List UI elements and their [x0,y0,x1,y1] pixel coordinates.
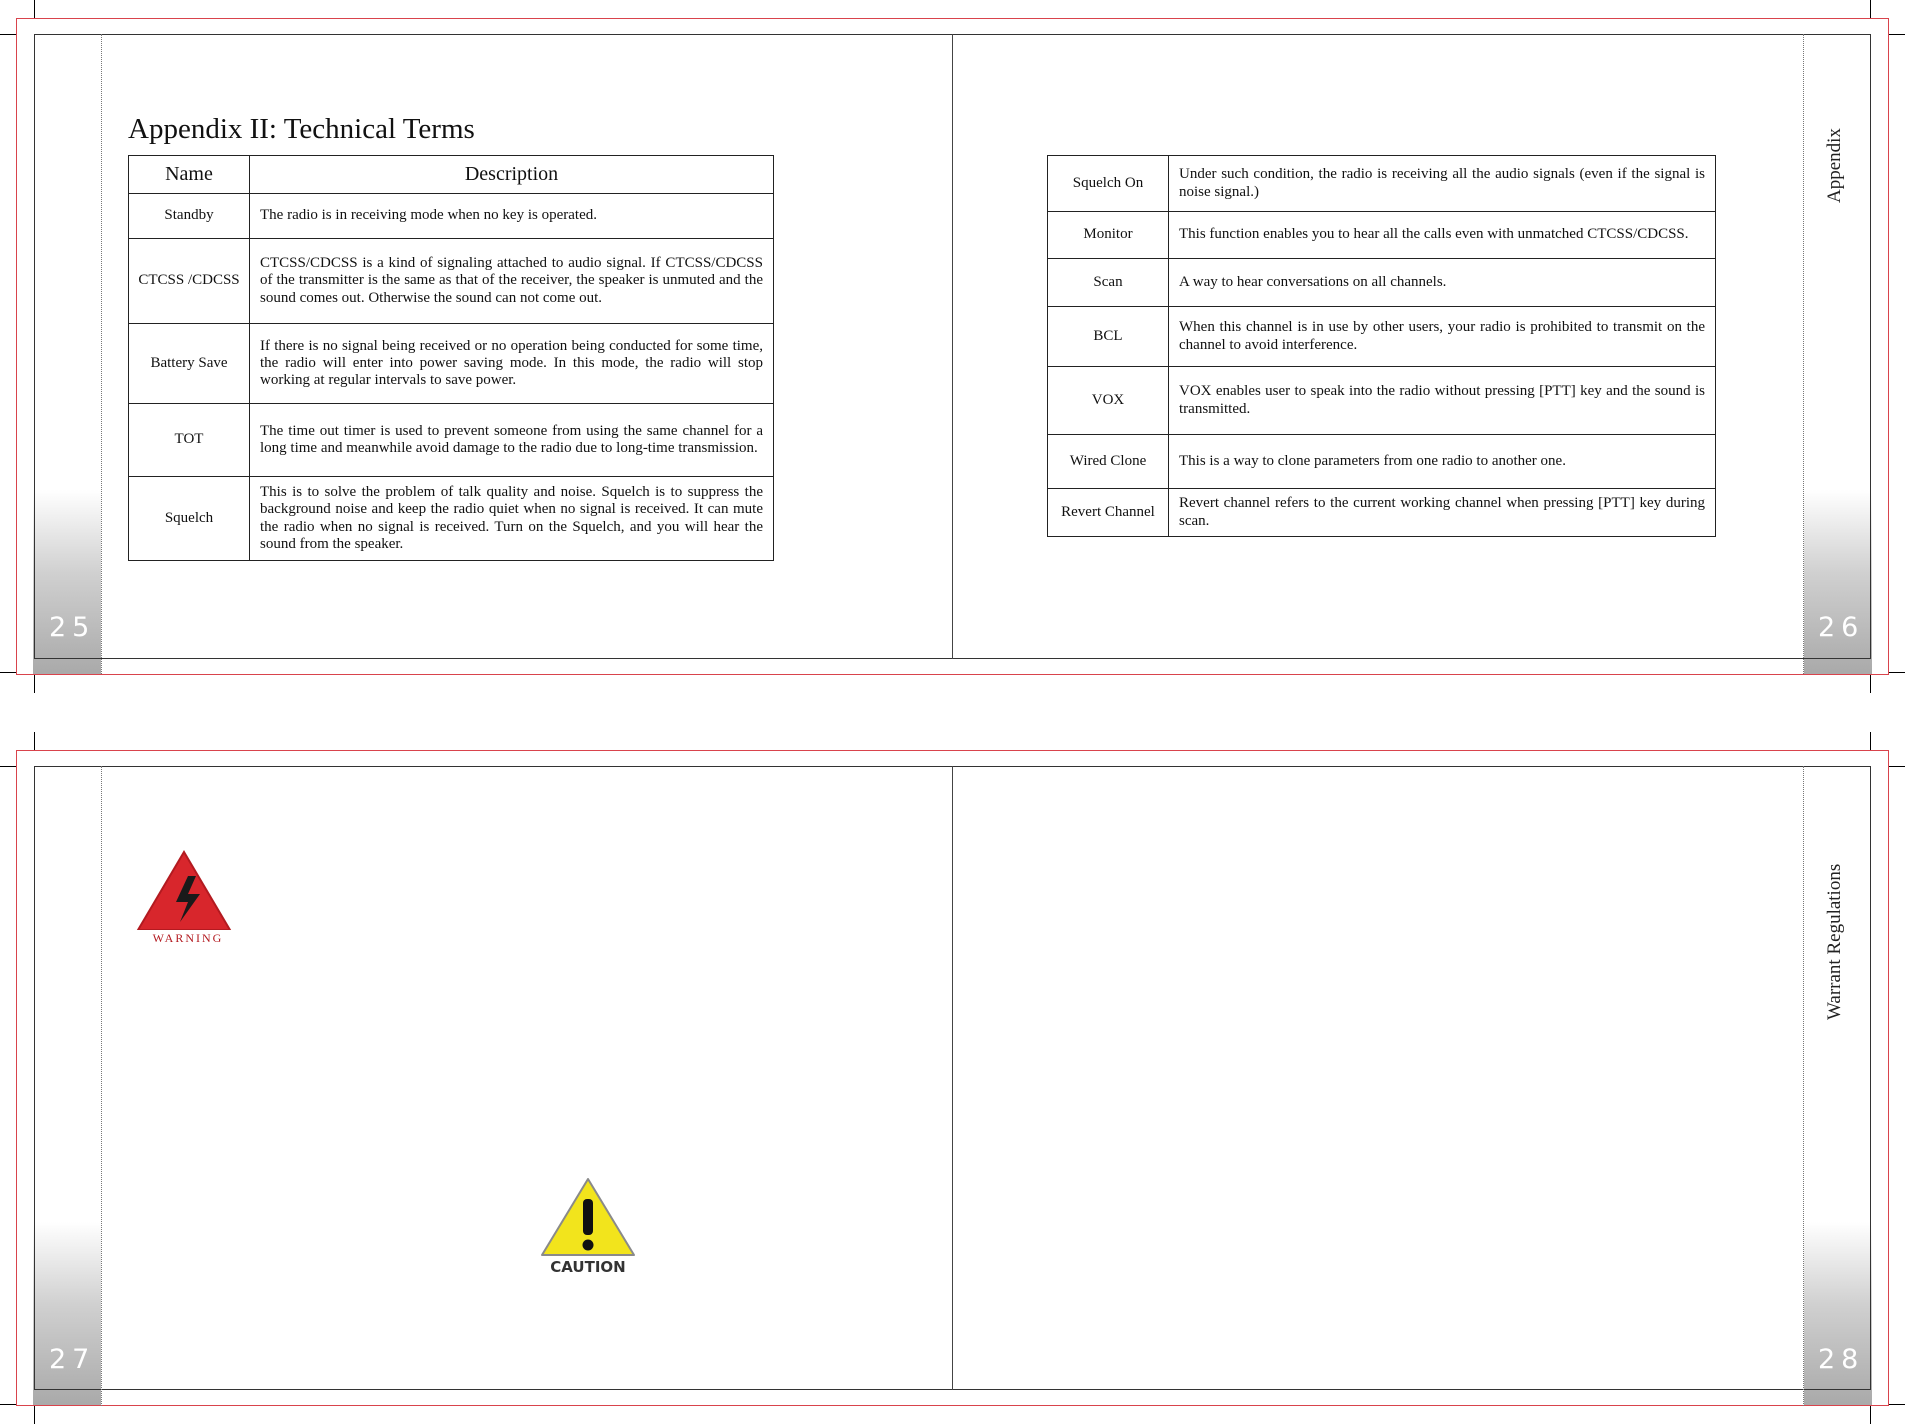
technical-terms-table-continued [1047,155,1716,537]
term-description: CTCSS/CDCSS is a kind of signaling attached to audio signal. If CTCSS/CDCSS of the transmitter is the same as that of the receiver, the speaker is unmuted and the sound comes out. Otherwise the sound can not come out. [250,239,774,324]
crop-mark [1870,732,1871,750]
term-name: Scan [1048,259,1169,307]
crop-mark [1889,766,1905,767]
term-name: Monitor [1048,212,1169,259]
term-description: Under such condition, the radio is receiving all the audio signals (even if the signal is noise signal.) [1169,156,1716,212]
crop-mark [0,672,16,673]
term-description: This is a way to clone parameters from one radio to another one. [1169,435,1716,489]
warning-icon [134,848,242,944]
term-name: BCL [1048,307,1169,367]
table-row [1048,307,1716,367]
table-row [129,239,774,324]
term-name: VOX [1048,367,1169,435]
term-name: Squelch [129,477,250,561]
table-row [129,477,774,561]
table-row [1048,489,1716,537]
technical-terms-table [128,155,774,561]
column-header-name: Name [129,156,250,194]
margin-guide [1803,34,1804,674]
crop-mark [1889,1404,1905,1405]
term-description: A way to hear conversations on all channels. [1169,259,1716,307]
table-row [129,194,774,239]
spine-line [952,34,953,659]
term-name: Squelch On [1048,156,1169,212]
page-number: 27 [49,1344,96,1375]
crop-mark [0,766,16,767]
side-section-label: Appendix [1824,128,1845,203]
caution-icon [538,1175,638,1277]
crop-mark [1889,34,1905,35]
margin-guide [1803,766,1804,1406]
page-number: 25 [49,612,96,643]
spine-line [952,766,953,1390]
crop-mark [34,732,35,750]
crop-mark [1889,672,1905,673]
term-description: VOX enables user to speak into the radio without pressing [PTT] key and the sound is transmitted. [1169,367,1716,435]
crop-mark [34,1406,35,1424]
term-description: This function enables you to hear all the calls even with unmatched CTCSS/CDCSS. [1169,212,1716,259]
caution-icon-label: CAUTION [550,1258,626,1276]
warning-icon-label: WARNING [152,931,224,944]
crop-mark [0,34,16,35]
table-row [1048,259,1716,307]
term-description: Revert channel refers to the current working channel when pressing [PTT] key during scan. [1169,489,1716,537]
table-row [1048,212,1716,259]
crop-mark [1870,1406,1871,1424]
crop-mark [1870,675,1871,693]
term-description: This is to solve the problem of talk quality and noise. Squelch is to suppress the background noise and keep the radio quiet when no signal is received. It can mute the radio when no signal is received. Turn on the Squelch, and you will hear the sound from the speaker. [250,477,774,561]
page-number: 26 [1818,612,1865,643]
term-name: Revert Channel [1048,489,1169,537]
term-name: TOT [129,404,250,477]
column-header-description: Description [250,156,774,194]
table-row [1048,435,1716,489]
side-section-label: Warrant Regulations [1824,863,1845,1020]
term-description: The radio is in receiving mode when no key is operated. [250,194,774,239]
table-row [129,404,774,477]
crop-mark [0,1404,16,1405]
term-description: When this channel is in use by other users, your radio is prohibited to transmit on the channel to avoid interference. [1169,307,1716,367]
crop-mark [1870,0,1871,18]
margin-guide [101,34,102,674]
term-name: Battery Save [129,324,250,404]
table-row [129,324,774,404]
page-number: 28 [1818,1344,1865,1375]
page-title: Appendix II: Technical Terms [128,113,475,145]
table-row [1048,367,1716,435]
crop-mark [34,675,35,693]
margin-guide [101,766,102,1406]
term-name: Wired Clone [1048,435,1169,489]
term-description: The time out timer is used to prevent someone from using the same channel for a long time and meanwhile avoid damage to the radio due to long-time transmission. [250,404,774,477]
table-header-row [129,156,774,194]
term-name: Standby [129,194,250,239]
term-name: CTCSS /CDCSS [129,239,250,324]
term-description: If there is no signal being received or no operation being conducted for some time, the radio will enter into power saving mode. In this mode, the radio will stop working at regular intervals to save power. [250,324,774,404]
table-row [1048,156,1716,212]
crop-mark [34,0,35,18]
